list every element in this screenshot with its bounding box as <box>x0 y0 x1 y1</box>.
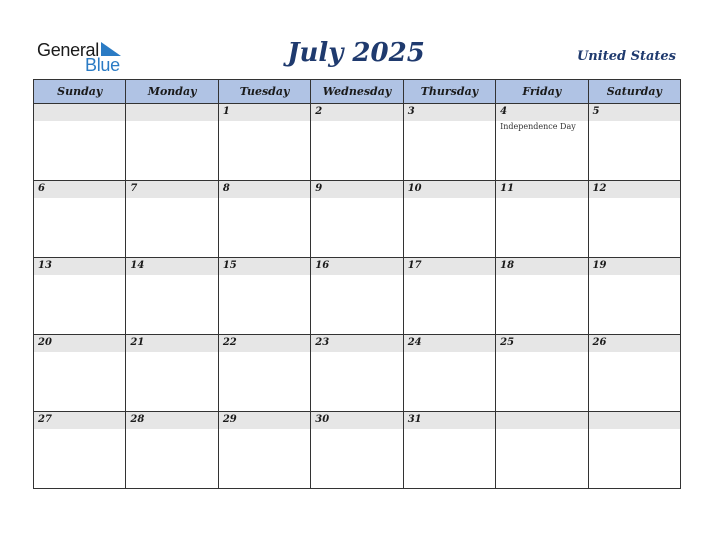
day-number: 22 <box>222 337 237 348</box>
day-cell <box>34 104 126 181</box>
week-row <box>34 258 681 335</box>
day-cell <box>34 335 126 412</box>
day-cell <box>218 181 310 258</box>
day-cell <box>403 335 495 412</box>
weekday-header: Thursday <box>403 80 495 104</box>
day-number: 19 <box>592 260 607 271</box>
day-number: 18 <box>500 260 515 271</box>
day-number: 6 <box>38 183 45 194</box>
day-cell <box>403 258 495 335</box>
day-number: 23 <box>315 337 330 348</box>
day-number: 2 <box>315 106 323 117</box>
weekday-header: Friday <box>496 80 588 104</box>
day-number-bar <box>126 181 217 198</box>
day-cell <box>126 412 218 489</box>
day-number: 16 <box>315 260 330 271</box>
day-cell <box>588 335 680 412</box>
day-cell <box>496 335 588 412</box>
day-cell <box>126 258 218 335</box>
day-cell <box>34 181 126 258</box>
calendar-grid <box>33 79 681 489</box>
day-number: 9 <box>315 183 323 194</box>
day-number-bar <box>311 181 402 198</box>
day-number: 1 <box>222 106 230 117</box>
day-cell <box>311 258 403 335</box>
day-number: 29 <box>222 414 237 425</box>
day-number: 15 <box>222 260 237 271</box>
day-number: 4 <box>500 106 508 117</box>
day-cell <box>588 412 680 489</box>
calendar-title: July 2025 <box>287 38 425 68</box>
day-number-bar <box>404 104 495 121</box>
weekday-header: Saturday <box>588 80 680 104</box>
week-row <box>34 104 681 181</box>
day-number: 25 <box>500 337 515 348</box>
day-cell <box>496 412 588 489</box>
day-number: 30 <box>315 414 330 425</box>
day-cell <box>218 412 310 489</box>
day-cell <box>311 412 403 489</box>
day-cell <box>34 258 126 335</box>
day-cell <box>126 335 218 412</box>
day-cell <box>34 412 126 489</box>
day-cell <box>588 258 680 335</box>
holiday-label: Independence Day <box>500 122 576 131</box>
day-number-bar <box>496 412 587 429</box>
day-cell <box>126 181 218 258</box>
day-cell <box>403 412 495 489</box>
day-cell <box>403 104 495 181</box>
day-cell <box>218 335 310 412</box>
day-number: 26 <box>592 337 607 348</box>
day-number-bar <box>34 104 125 121</box>
day-number-bar <box>311 104 402 121</box>
day-number: 10 <box>407 183 422 194</box>
weekday-header: Tuesday <box>218 80 310 104</box>
day-cell <box>126 104 218 181</box>
weekday-header: Monday <box>126 80 218 104</box>
day-number: 3 <box>407 106 415 117</box>
day-cell <box>496 258 588 335</box>
day-number-bar <box>219 181 310 198</box>
day-number-bar <box>496 104 587 121</box>
day-number: 13 <box>38 260 52 271</box>
day-number: 14 <box>130 260 145 271</box>
day-cell <box>496 181 588 258</box>
day-cell <box>218 104 310 181</box>
day-number: 24 <box>407 337 422 348</box>
day-number: 21 <box>130 337 145 348</box>
day-number: 8 <box>222 183 230 194</box>
day-cell <box>218 258 310 335</box>
day-cell <box>311 104 403 181</box>
day-number-bar <box>589 104 680 121</box>
day-number-bar <box>126 104 217 121</box>
day-number-bar <box>589 412 680 429</box>
day-number: 20 <box>38 337 52 348</box>
country-label: United States <box>576 49 676 64</box>
day-number: 27 <box>38 414 52 425</box>
day-cell <box>403 181 495 258</box>
logo-word-blue: Blue <box>85 55 120 75</box>
week-row <box>34 412 681 489</box>
week-row <box>34 335 681 412</box>
day-number: 5 <box>592 106 600 117</box>
day-number: 7 <box>130 183 138 194</box>
day-cell <box>588 104 680 181</box>
day-cell <box>496 104 588 181</box>
day-number-bar <box>34 181 125 198</box>
day-cell <box>588 181 680 258</box>
day-cell <box>311 181 403 258</box>
day-number: 17 <box>407 260 422 271</box>
logo-word-general: General <box>37 40 99 60</box>
weekday-header: Wednesday <box>311 80 403 104</box>
day-number: 31 <box>407 414 422 425</box>
weekday-header-row <box>34 80 681 104</box>
day-number: 28 <box>130 414 145 425</box>
day-cell <box>311 335 403 412</box>
day-number: 11 <box>500 183 515 194</box>
weekday-header: Sunday <box>34 80 126 104</box>
day-number-bar <box>219 104 310 121</box>
week-row <box>34 181 681 258</box>
day-number: 12 <box>592 183 607 194</box>
